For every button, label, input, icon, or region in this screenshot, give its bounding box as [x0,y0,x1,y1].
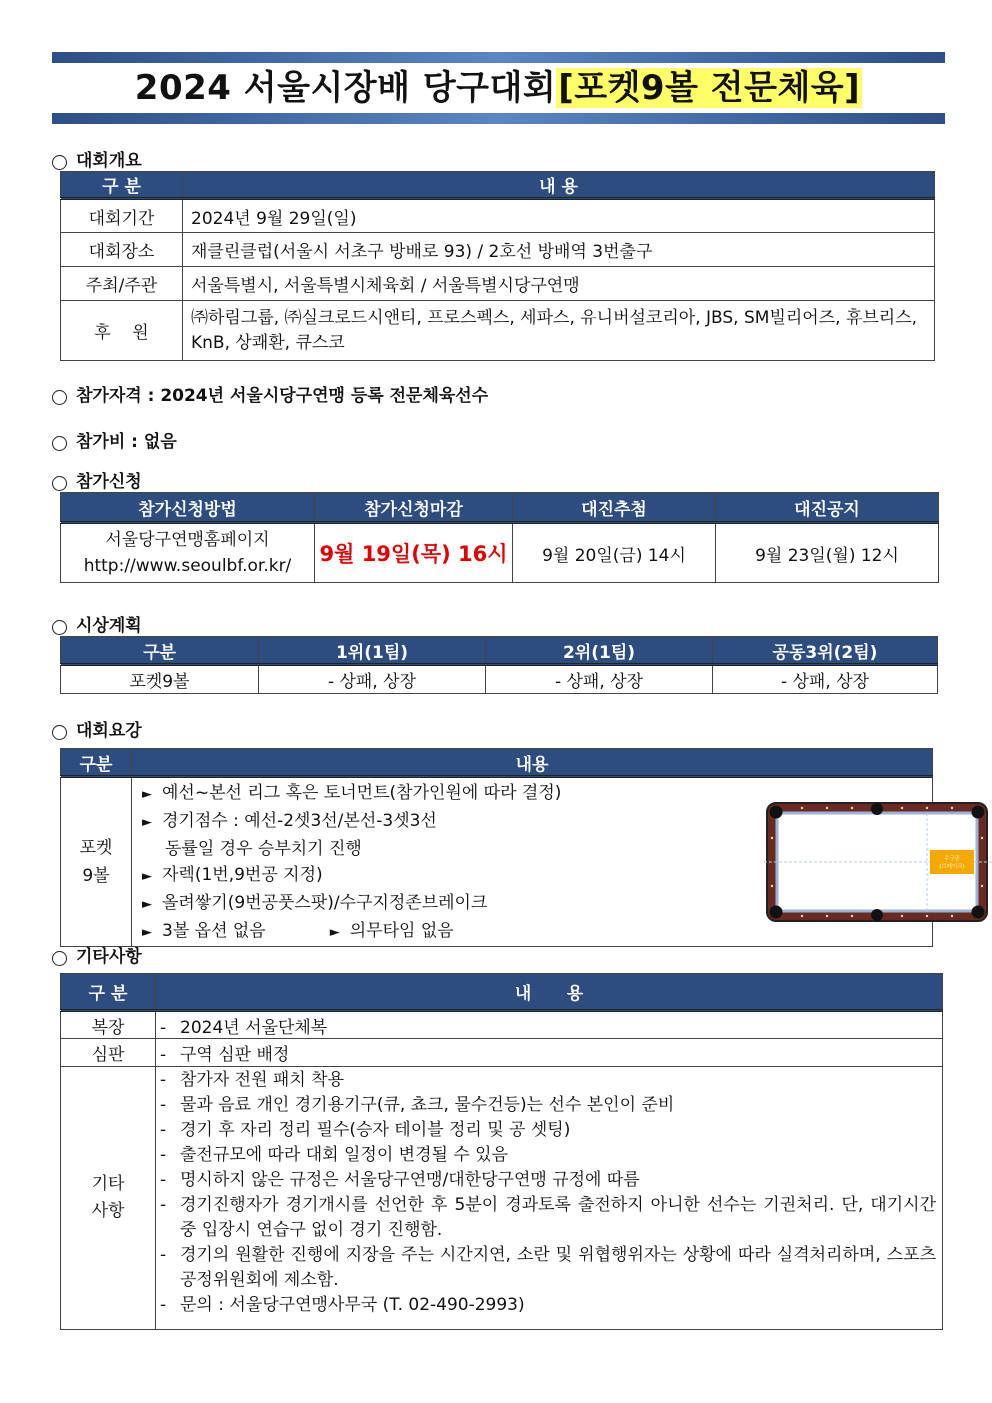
list-item: - 물과 음료 개인 경기용기구(큐, 쵸크, 물수건등)는 선수 본인이 준비 [160,1095,675,1115]
application-deadline: 9월 19일(목) 16시 [315,523,513,583]
list-item: ► 경기점수 : 예선-2셋3선/본선-3셋3선 [142,811,437,831]
section-rules [52,716,142,740]
title-main: 2024 서울시장배 당구대회 [134,68,557,108]
award-second: - 상패, 상장 [486,665,713,694]
list-item: ► 예선~본선 리그 혹은 토너먼트(참가인원에 따라 결정) [142,783,562,803]
overview-table [60,171,935,361]
title-banner [52,52,945,124]
section-heading: 참가신청 [76,471,142,492]
section-heading: 시상계획 [76,615,142,636]
list-item: - 경기진행자가 경기개시를 선언한 후 5분이 경과토록 출전하지 아니한 선수는 기권처리. 단, 대기시간 중 입장시 연습구 없이 경기 진행함. [160,1195,936,1240]
row-label-dress: 복장 [61,1011,156,1039]
row-value-venue: 재클린클럽(서울시 서초구 방배로 93) / 2호선 방배역 3번출구 [183,233,935,267]
rules-category [61,777,132,947]
arrow-right-icon: ► [142,869,152,884]
circle-bullet-icon [52,155,67,170]
col-header-category: 구 분 [61,974,156,1011]
circle-bullet-icon [52,725,67,740]
title-highlight: [포켓9볼 전문체육] [558,68,861,108]
zone-label-2: (브레이크) [939,864,965,870]
list-item: - 경기 후 자리 정리 필수(승자 테이블 정리 및 공 셋팅) [160,1120,571,1140]
row-label-etc: 기타 사항 [61,1067,156,1330]
circle-bullet-icon [52,951,67,966]
col-header-first: 1위(1팀) [259,637,486,665]
col-header-content: 내 용 [156,974,943,1011]
row-value-dress: - 2024년 서울단체복 [156,1011,943,1039]
arrow-right-icon: ► [142,787,152,802]
section-overview [52,146,142,170]
eligibility-text: 참가자격 : 2024년 서울시당구연맹 등록 전문체육선수 [76,385,489,406]
col-header-notice: 대진공지 [716,493,939,523]
col-header-third: 공동3위(2팀) [713,637,938,665]
fee-text: 참가비 : 없음 [76,431,177,452]
section-heading: 대회개요 [76,150,142,171]
category-line-1: 포켓 [79,838,113,858]
row-label-host: 주최/주관 [61,267,183,301]
arrow-right-icon: ► [142,925,152,940]
circle-bullet-icon [52,620,67,635]
award-third: - 상패, 상장 [713,665,938,694]
section-fee [52,427,177,451]
section-misc [52,942,142,966]
list-item: - 경기의 원활한 진행에 지장을 주는 시간지연, 소란 및 위협행위자는 상황에 따라 실격처리하며, 스포츠 공정위원회에 제소함. [160,1245,936,1290]
rules-content [132,777,965,947]
application-notice: 9월 23일(월) 12시 [716,523,939,583]
etc-list [156,1067,942,1320]
circle-bullet-icon [52,390,67,405]
col-header-category: 구분 [61,637,259,665]
break-zone [930,850,974,874]
row-value-etc [156,1067,943,1330]
list-item: - 문의 : 서울당구연맹사무국 (T. 02-490-2993) [160,1295,525,1315]
col-header-draw: 대진추첨 [513,493,716,523]
list-item: ► 자렉(1번,9번공 지정) [142,865,323,885]
misc-table [60,973,943,1330]
row-label-referee: 심판 [61,1039,156,1067]
section-eligibility [52,381,488,405]
row-label-sponsor: 후 원 [61,301,183,361]
award-category: 포켓9볼 [61,665,259,694]
section-heading: 대회요강 [76,720,142,741]
row-value-host: 서울특별시, 서울특별시체육회 / 서울특별시당구연맹 [183,267,935,301]
row-label-venue: 대회장소 [61,233,183,267]
list-item: ► 3볼 옵션 없음 ► 의무타임 없음 [142,921,454,941]
section-application [52,467,142,491]
col-header-content: 내 용 [183,172,935,199]
circle-bullet-icon [52,436,67,451]
list-item: - 출전규모에 따라 대회 일정이 변경될 수 있음 [160,1145,509,1165]
row-value-sponsor: ㈜하림그룹, ㈜실크로드시앤티, 프로스펙스, 세파스, 유니버설코리아, JBS, SM빌리어즈, 휴브리스, KnB, 상쾌환, 큐스코 [183,301,935,361]
application-table [60,492,939,583]
title-bar-bottom [52,113,945,124]
title-bar-top [52,52,945,63]
col-header-category: 구 분 [61,172,183,199]
zone-label-1: 수구존 [944,856,960,862]
col-header-deadline: 참가신청마감 [315,493,513,523]
arrow-right-icon: ► [329,925,340,940]
row-value-referee: - 구역 심판 배정 [156,1039,943,1067]
page-title [52,66,945,110]
arrow-right-icon: ► [142,897,152,912]
application-method [61,523,315,583]
list-item: ► 올려쌓기(9번공풋스팟)/수구지정존브레이크 [142,893,488,913]
rules-table [60,748,965,947]
col-header-category: 구분 [61,749,132,777]
list-item: - 참가자 전원 패치 착용 [160,1070,345,1090]
method-name: 서울당구연맹홈페이지 [105,530,270,550]
section-heading: 기타사항 [76,946,142,967]
col-header-content: 내용 [132,749,933,777]
method-url[interactable]: http://www.seoulbf.or.kr/ [83,556,292,576]
arrow-right-icon: ► [142,815,152,830]
pool-table-diagram [764,800,992,926]
row-label-period: 대회기간 [61,199,183,233]
application-draw: 9월 20일(금) 14시 [513,523,716,583]
list-item: - 명시하지 않은 규정은 서울당구연맹/대한당구연맹 규정에 따름 [160,1170,640,1190]
col-header-second: 2위(1팀) [486,637,713,665]
list-item-continuation: 동률일 경우 승부치기 진행 [165,839,362,859]
section-awards [52,611,142,635]
row-value-period: 2024년 9월 29일(일) [183,199,935,233]
circle-bullet-icon [52,476,67,491]
category-line-2: 9볼 [82,866,110,886]
award-first: - 상패, 상장 [259,665,486,694]
awards-table [60,636,938,694]
col-header-method: 참가신청방법 [61,493,315,523]
